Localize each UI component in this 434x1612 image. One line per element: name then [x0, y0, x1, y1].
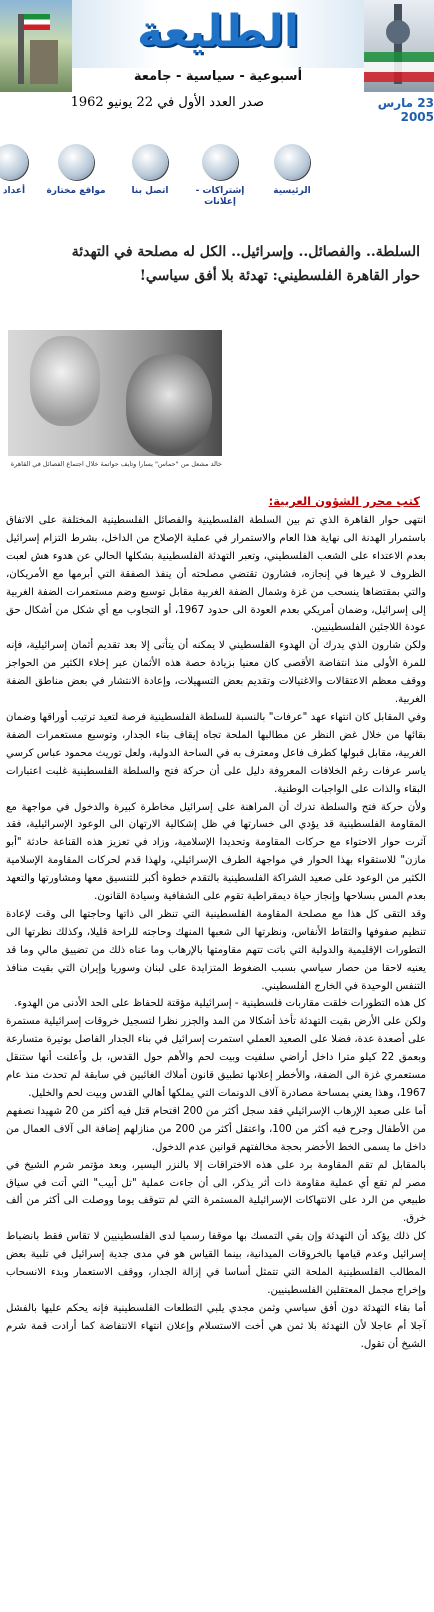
- paragraph: أما بقاء التهدئة دون أفق سياسي وثمن مجدي يلبي التطلعات الفلسطينية فإنه يحكم عليها بالفشل آجلا أم عاجلا لأن التهدئة بلا ثمن هي أخت الاستسلام وإعلان انتهاء الانتفاضة كما أرادت قمة شرم الشيخ أن تقول.: [6, 1302, 426, 1350]
- paragraph: وقد التقى كل هذا مع مصلحة المقاومة الفلسطينية التي تنظر الى ذاتها وحاجتها الى وقت لإعادة تنظيم صفوفها والتقاط الأنفاس، ونظرتها الى شعبها المنهك وحاجته للراحة قليلا، وكذلك نظرتها الى التطورات الإقليمية والدولية التي باتت تتهم مقاومتها بالإرهاب وما عناه ذلك من تضييق مالي وما قد يعنيه لاحقا من حصار سياسي بسبب الضغوط المتزايدة على لبنان وسوريا وإيران التي بقيت منافذ التنفس الوحيدة في الخارج الفلسطيني.: [6, 908, 426, 992]
- kuwait-flag-icon: [364, 52, 434, 82]
- newspaper-icon[interactable]: [274, 144, 310, 180]
- paragraph: انتهى حوار القاهرة الذي تم بين السلطة الفلسطينية والفصائل الفلسطينية المختلفة على الاتفاق باستمرار الهدنة الى نهاية هذا العام والاستمرار في عملية الإصلاح من الداخل، بشرط التزام إسرائيل بعدم الاعتداء على الشعب الفلسطيني، وتعبر التهدئة الفلسطينية بشكلها الحالي عن هدوء هش لعبت الظروف لا غيرها في إنجازه، فشارون تقتضي مصلحته أن ينفذ الصفقة التي أبرمها مع الأمريكان، والتي بمقتضاها ينسحب من غزة وشمال الضفة الغربية مقابل توسيع وضم مستعمرات الضفة الغربية إلى إسرائيل، وضمان أمريكي بعدم العودة الى حدود 1967، أو التجاوب مع أي شكل من أشكال حق عودة اللاجئين الفلسطينيين.: [6, 515, 426, 634]
- photo-person-left: [30, 336, 100, 426]
- masthead: [0, 0, 434, 92]
- kuwait-flag-icon: [24, 14, 50, 30]
- founded-note: صدر العدد الأول في 22 يونيو 1962: [70, 95, 264, 110]
- paragraph: ولكن شارون الذي يدرك أن الهدوء الفلسطيني لا يمكنه أن يتأتى إلا بعد تقديم أثمان إسرائيلية، فإنه للمرة الأولى منذ انتفاضة الأقصى كان معنيا بزيادة حصة هذه الأثمان عبر إخلاء الكثير من الحواجز ووقف معظم الاعتقالات والاغتيالات وتقديم بعض التسهيلات، وإعادة الانتشار في بعض مناطق الضفة الغربية.: [6, 640, 426, 706]
- dateline: [0, 92, 434, 124]
- main-nav: [0, 142, 434, 212]
- article-photo: [8, 330, 222, 456]
- nav-label[interactable]: مواقع مختارة: [46, 186, 106, 196]
- tagline: أسبوعية - سياسية - جامعة: [133, 69, 303, 84]
- paragraph: ولكن على الأرض بقيت التهدئة تأخذ أشكالا من المد والجزر نظرا لتسجيل خروقات إسرائيلية مستمرة على أصعدة عدة، فضلا على الصعيد العملي استمرت إسرائيل في بناء الجدار الفاصل بوتيرة متسارعة وبعمق 22 كيلو مترا داخل أراضي سلفيت وبيت لحم والأهم حول القدس، بل وأعلنت أنها ستنقل مستعمري غزة الى الضفة، والأخطر إعلانها تطبيق قانون أملاك الغائبين في سابقة لم تحدث منذ عام 1967، وهذا يعني بمساحة مصادرة آلاف الدونمات التي يملكها أهالي القدس وبيت لحم والخليل.: [6, 1016, 426, 1099]
- paragraph: وفي المقابل كان انتهاء عهد "عرفات" بالنسبة للسلطة الفلسطينية فرصة لتعيد ترتيب أوراقها وضمان بقائها من خلال غض النظر عن مطالبها الملحة تجاه إيقاف بناء الجدار، وتوسيع مستعمرات الضفة الغربية، مقابل قبولها كطرف فاعل ومعترف به في الساحة الدولية، ولعل توريث محمود عباس كرسي ياسر عرفات رغم الخلافات المعروفة دليل على أن حركة فتح والسلطة الفلسطينية غلبت اعتبارات البقاء والذات على الواجبات الوطنية.: [6, 711, 426, 795]
- building-shape: [30, 40, 58, 84]
- globe-icon[interactable]: [202, 144, 238, 180]
- photo-caption: خالد مشعل من "حماس" يسارا وتايف حواتمة خلال اجتماع الفصائل في القاهرة: [10, 460, 222, 468]
- byline: كتب محرر الشؤون العربية:: [268, 494, 420, 508]
- nav-label[interactable]: اتصل بنا: [131, 186, 169, 196]
- nav-subscriptions[interactable]: [190, 142, 250, 212]
- kuwait-scene-image-left: [0, 0, 72, 92]
- article-headline: [10, 240, 420, 288]
- archive-icon[interactable]: [0, 144, 28, 180]
- paragraph: ولأن حركة فتح والسلطة تدرك أن المراهنة على إسرائيل مخاطرة كبيرة والدخول في مواجهة مع المقاومة الفلسطينية قد يؤدي الى خسارتها في ظل إشكالية الارتهان الى الوعود الإسرائيلية، فقد آثرت حوار الاحتواء مع حركات المقاومة وتحديدا الإسلامية، وزاد في تعزيز هذه القناعة حادثة "أبو مازن" للاستقواء بهذا الحوار في مواجهة الطرف الإسرائيلي، ولهذا قدم لحركات المقاومة الإسلامية الكثير من الوعود على صعيد الشراكة الفلسطينية بالتقدم خطوة أكبر للتنسيق معها ومشاورتها والتعهد بعدم المس بسلاحها وإنجاز حياة ديمقراطية تقوم على الشفافية وسيادة القانون.: [6, 801, 426, 903]
- paragraph: كل هذه التطورات خلقت مقاربات فلسطينية - إسرائيلية مؤقتة للحفاظ على الحد الأدنى من الهدوء.: [14, 998, 426, 1010]
- article-body: [6, 512, 426, 1354]
- compass-icon[interactable]: [58, 144, 94, 180]
- issue-date: 23 مارس 2005: [377, 96, 434, 124]
- nav-label[interactable]: الرئيسية: [273, 186, 311, 196]
- logo-area[interactable]: [72, 0, 364, 68]
- site-logo[interactable]: الطليعة: [137, 6, 299, 57]
- plane-icon[interactable]: [132, 144, 168, 180]
- headline-line-2: حوار القاهرة الفلسطيني: تهدئة بلا أفق سياسي!: [139, 268, 420, 284]
- tower-sphere-shape: [386, 20, 410, 44]
- nav-archive[interactable]: [0, 142, 40, 212]
- paragraph: كل ذلك يؤكد أن التهدئة وإن بقي التمسك بها موقفا رسميا لدى الفلسطينيين لا تقاس فقط بانضباط إسرائيل وعدم قيامها بالخروقات الميدانية، بينما القياس هو في مدى جدية إسرائيل في تلبية بعض المطالب الفلسطينية الملحة التي تتمثل أساسا في إزالة الجدار، ووقف الاستعمار وبدء الانسحاب وإخراج مجمل المعتقلين الفلسطينيين.: [6, 1231, 426, 1296]
- paragraph: أما على صعيد الإرهاب الإسرائيلي فقد سجل أكثر من 200 اقتحام قتل فيه أكثر من 20 شهيدا نصفهم من الأطفال وجرح فيه أكثر من 100، واعتقل أكثر من 200 من منازلهم إضافة الى آلاف العمال من داخل ما يسمى الخط الأخضر بحجة مخالفتهم قوانين عدم الدخول.: [6, 1105, 426, 1153]
- nav-home[interactable]: [262, 142, 322, 212]
- photo-person-right: [126, 354, 212, 456]
- nav-label[interactable]: إشتراكات - إعلانات: [195, 186, 245, 207]
- nav-label[interactable]: أعداد: [2, 186, 26, 196]
- headline-line-1: السلطة.. والفصائل.. وإسرائيل.. الكل له مصلحة في التهدئة: [71, 244, 420, 260]
- paragraph: بالمقابل لم تقم المقاومة برد على هذه الاختراقات إلا بالنزر اليسير، وبعد مؤتمر شرم الشيخ في مصر لم تقع أي عملية مقاومة ذات أثر يذكر، الى أن جاءت عملية "تل أبيب" التي أتت في سياق طبيعي من الرد على الانتهاكات الإسرائيلية المستمرة التي لم تتوقف يوما ووصلت الى أكثر من ألف خرق.: [6, 1159, 426, 1225]
- kuwait-towers-image-right: [364, 0, 434, 92]
- nav-contact[interactable]: [120, 142, 180, 212]
- nav-selected-sites[interactable]: [46, 142, 106, 212]
